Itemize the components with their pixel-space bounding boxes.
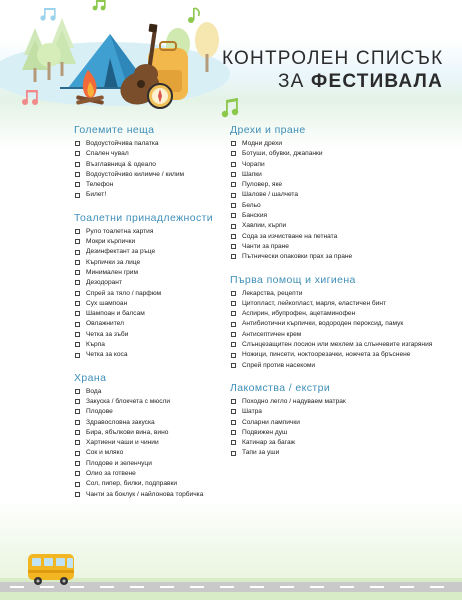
checklist-item[interactable]: Плодове и зеленчуци — [74, 459, 224, 469]
section-food — [74, 372, 224, 500]
checkbox-icon[interactable] — [231, 440, 236, 445]
checkbox-icon[interactable] — [231, 353, 236, 358]
checklist-item[interactable]: Аспирин, ибупрофен, ацетаминофен — [230, 309, 438, 319]
checklist-item[interactable]: Минимален грим — [74, 268, 224, 278]
checkbox-icon[interactable] — [75, 420, 80, 425]
checkbox-icon[interactable] — [75, 399, 80, 404]
checkbox-icon[interactable] — [231, 311, 236, 316]
checklist-item[interactable]: Катинар за багаж — [230, 438, 438, 448]
checklist-item[interactable]: Шатра — [230, 407, 438, 417]
checkbox-icon[interactable] — [75, 270, 80, 275]
checklist-item[interactable]: Сух шампоан — [74, 299, 224, 309]
checklist-item[interactable]: Антибиотични кърпички, водороден пероксид, памук — [230, 319, 438, 329]
checkbox-icon[interactable] — [231, 399, 236, 404]
left-column — [74, 124, 224, 511]
checklist-item[interactable]: Дезодорант — [74, 278, 224, 288]
checklist-item[interactable]: Водоустойчиво килимче / килим — [74, 170, 224, 180]
checkbox-icon[interactable] — [75, 492, 80, 497]
checkbox-icon[interactable] — [75, 291, 80, 296]
checklist-item[interactable]: Четка за зъби — [74, 330, 224, 340]
section-toiletries — [74, 212, 224, 361]
checklist-item[interactable]: Телефон — [74, 180, 224, 190]
checkbox-icon[interactable] — [75, 451, 80, 456]
checkbox-icon[interactable] — [231, 172, 236, 177]
page-title — [222, 48, 452, 94]
checkbox-icon[interactable] — [231, 213, 236, 218]
checklist-item[interactable]: Възглавница & одеало — [74, 160, 224, 170]
checklist-item[interactable]: Ножици, пинсети, ноктоорезачки, ножчета за бръснене — [230, 350, 438, 360]
checkbox-icon[interactable] — [231, 254, 236, 259]
checklist-item[interactable]: Спрей против насекоми — [230, 361, 438, 371]
checkbox-icon[interactable] — [231, 332, 236, 337]
checklist-item[interactable]: Шапки — [230, 170, 438, 180]
checklist-item[interactable]: Вода — [74, 387, 224, 397]
checklist-item[interactable]: Шампоан и балсам — [74, 309, 224, 319]
title-line-1: КОНТРОЛЕН СПИСЪК — [222, 48, 444, 69]
checklist-item[interactable]: Антисептичен крем — [230, 330, 438, 340]
checkbox-icon[interactable] — [231, 193, 236, 198]
checkbox-icon[interactable] — [75, 353, 80, 358]
checkbox-icon[interactable] — [75, 162, 80, 167]
checklist-item[interactable]: Банския — [230, 211, 438, 221]
checkbox-icon[interactable] — [75, 193, 80, 198]
checklist-item[interactable]: Пуловер, яке — [230, 180, 438, 190]
checkbox-icon[interactable] — [75, 182, 80, 187]
checkbox-icon[interactable] — [75, 239, 80, 244]
checklist-item[interactable]: Бира, ябълкови вина, вино — [74, 428, 224, 438]
section-clothes — [230, 124, 438, 263]
checklist-item[interactable]: Подвижен душ — [230, 428, 438, 438]
checkbox-icon[interactable] — [75, 440, 80, 445]
checkbox-icon[interactable] — [75, 172, 80, 177]
checklist-item[interactable]: Сода за изчистване на петната — [230, 232, 438, 242]
checklist-item[interactable]: Цитопласт, лейкопласт, марля, еластичен бинт — [230, 299, 438, 309]
checkbox-icon[interactable] — [75, 322, 80, 327]
checkbox-icon[interactable] — [75, 409, 80, 414]
checkbox-icon[interactable] — [75, 280, 80, 285]
section-heading: Храна — [74, 371, 107, 384]
checkbox-icon[interactable] — [75, 430, 80, 435]
checklist-item[interactable]: Спален чувал — [74, 149, 224, 159]
checkbox-icon[interactable] — [231, 322, 236, 327]
checklist-item[interactable]: Хавлии, кърпи — [230, 221, 438, 231]
checklist-item[interactable]: Сок и мляко — [74, 448, 224, 458]
checklist-item[interactable]: Четка за коса — [74, 350, 224, 360]
checklist-item[interactable]: Овлажнител — [74, 319, 224, 329]
checklist-item[interactable]: Сол, пипер, билки, подправки — [74, 479, 224, 489]
checklist-item[interactable]: Олио за готвене — [74, 469, 224, 479]
checkbox-icon[interactable] — [75, 461, 80, 466]
checklist-item[interactable]: Чанти за боклук / найлонова торбичка — [74, 490, 224, 500]
checklist-item[interactable]: Шалове / шалчета — [230, 190, 438, 200]
checkbox-icon[interactable] — [231, 363, 236, 368]
checklist-item[interactable]: Здравословна закуска — [74, 418, 224, 428]
music-note-icon — [188, 8, 199, 23]
checkbox-icon[interactable] — [75, 301, 80, 306]
checkbox-icon[interactable] — [231, 409, 236, 414]
section-big-things — [74, 124, 224, 201]
checklist-item[interactable]: Походно легло / надуваем матрак — [230, 397, 438, 407]
section-heading: Големите неща — [74, 124, 155, 136]
checkbox-icon[interactable] — [231, 430, 236, 435]
checkbox-icon[interactable] — [231, 420, 236, 425]
checkbox-icon[interactable] — [231, 182, 236, 187]
checklist-item[interactable]: Чанти за пране — [230, 242, 438, 252]
section-heading: Първа помощ и хигиена — [230, 273, 356, 286]
checkbox-icon[interactable] — [75, 260, 80, 265]
section-heading: Тоалетни принадлежности — [74, 211, 214, 224]
checklist-item[interactable]: Кърпа — [74, 340, 224, 350]
checklist-item[interactable]: Бельо — [230, 201, 438, 211]
checklist-item[interactable]: Водоустойчива палатка — [74, 139, 224, 149]
right-column — [230, 124, 438, 470]
section-heading: Лакомства / екстри — [230, 381, 331, 394]
footer-illustration — [0, 540, 462, 600]
checkbox-icon[interactable] — [75, 482, 80, 487]
checklist-item[interactable]: Дезинфектант за ръце — [74, 247, 224, 257]
title-line-2: ЗА ФЕСТИВАЛА — [278, 71, 444, 92]
checkbox-icon[interactable] — [75, 151, 80, 156]
checkbox-icon[interactable] — [231, 342, 236, 347]
checkbox-icon[interactable] — [231, 203, 236, 208]
checkbox-icon[interactable] — [75, 332, 80, 337]
checkbox-icon[interactable] — [75, 311, 80, 316]
checkbox-icon[interactable] — [231, 301, 236, 306]
checkbox-icon[interactable] — [75, 389, 80, 394]
checklist-item[interactable]: Лекарства, рецепти — [230, 289, 438, 299]
checkbox-icon[interactable] — [75, 229, 80, 234]
checklist-item[interactable]: Кърпички за лице — [74, 258, 224, 268]
checklist-item[interactable]: Закуска / блокчета с мюсли — [74, 397, 224, 407]
section-first-aid — [230, 274, 438, 371]
music-note-icon — [40, 8, 55, 21]
checklist-item[interactable]: Соларни лампички — [230, 418, 438, 428]
music-note-icon — [222, 98, 238, 117]
checkbox-icon[interactable] — [75, 250, 80, 255]
checkbox-icon[interactable] — [231, 234, 236, 239]
checklist-item[interactable]: Слънцезащитен лосион или мехлем за слънчевите изгаряния — [230, 340, 438, 350]
checkbox-icon[interactable] — [75, 141, 80, 146]
checklist-item[interactable]: Спрей за тяло / парфюм — [74, 289, 224, 299]
checkbox-icon[interactable] — [75, 342, 80, 347]
checklist-item[interactable]: Тапи за уши — [230, 448, 438, 458]
section-extras — [230, 382, 438, 459]
checklist-item[interactable]: Хартиени чаши и чинии — [74, 438, 224, 448]
checklist-item[interactable]: Плодове — [74, 407, 224, 417]
checkbox-icon[interactable] — [231, 224, 236, 229]
checklist-item[interactable]: Модни дрехи — [230, 139, 438, 149]
checklist-item[interactable]: Мокри кърпички — [74, 237, 224, 247]
checkbox-icon[interactable] — [231, 244, 236, 249]
music-note-icon — [93, 0, 106, 10]
checklist-item[interactable]: Пътнически опаковки прах за пране — [230, 252, 438, 262]
checkbox-icon[interactable] — [231, 151, 236, 156]
checklist-item[interactable]: Билет! — [74, 190, 224, 200]
checkbox-icon[interactable] — [231, 291, 236, 296]
checkbox-icon[interactable] — [231, 451, 236, 456]
checkbox-icon[interactable] — [231, 141, 236, 146]
checklist-item[interactable]: Руло тоалетна хартия — [74, 227, 224, 237]
checkbox-icon[interactable] — [231, 162, 236, 167]
section-heading: Дрехи и пране — [230, 124, 306, 136]
checkbox-icon[interactable] — [75, 471, 80, 476]
checklist-item[interactable]: Ботуши, обувки, джапанки — [230, 149, 438, 159]
checklist-item[interactable]: Чорапи — [230, 160, 438, 170]
compass-icon — [148, 84, 172, 108]
